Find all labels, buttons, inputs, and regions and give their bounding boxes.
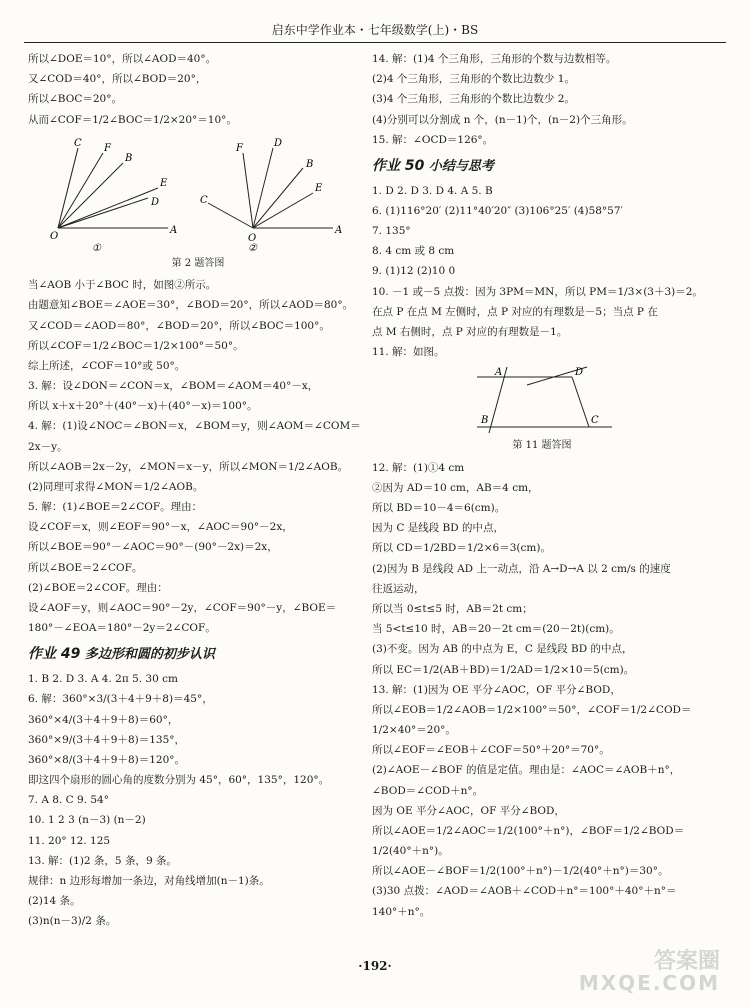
text-line: 设∠AOF＝y，则∠AOC＝90°－2y，∠COF＝90°－y，∠BOE＝ xyxy=(28,601,337,614)
text-line: 6. 解：360°×3/(3＋4＋9＋8)＝45°， xyxy=(28,693,213,706)
text-line: (3)4 个三角形，三角形的个数比边数少 2。 xyxy=(372,93,575,106)
section-heading-50 xyxy=(372,157,712,176)
text-line: 由题意知∠BOE＝∠AOE＝30°，∠BOD＝20°，所以∠AOD＝80°。 xyxy=(28,299,354,312)
text-line: (3)30 点拨：∠AOD＝∠AOB＋∠COD＋n°＝100°＋40°＋n°＝ xyxy=(372,885,677,898)
text-line: 180°－∠EOA＝180°－2y＝2∠COF。 xyxy=(28,622,216,635)
page-number: ·192· xyxy=(358,959,392,973)
right-column xyxy=(372,52,712,925)
svg-text:A: A xyxy=(335,224,343,236)
text-line: 所以∠COF＝1/2∠BOC＝1/2×100°＝50°。 xyxy=(28,339,244,352)
text-line: 15. 解：∠OCD＝126°。 xyxy=(372,133,494,146)
svg-text:D: D xyxy=(575,367,584,379)
svg-text:B: B xyxy=(125,152,133,164)
text-line: ②因为 AD＝10 cm，AB＝4 cm， xyxy=(372,481,539,494)
text-line: 所以当 0≤t≤5 时，AB＝2t cm； xyxy=(372,603,533,615)
svg-text:E: E xyxy=(315,182,323,194)
text-line: 14. 解：(1)4 个三角形，三角形的个数与边数相等。 xyxy=(372,53,617,65)
text-line: 8. 4 cm 或 8 cm xyxy=(372,245,455,258)
text-line: 即这四个扇形的圆心角的度数分别为 45°，60°，135°，120°。 xyxy=(28,774,330,787)
figure-2-label-1: ① xyxy=(92,242,101,253)
text-line: 360°×8/(3＋4＋9＋8)＝120°。 xyxy=(28,753,186,766)
svg-text:C: C xyxy=(591,415,599,427)
text-line: 11. 解：如图。 xyxy=(372,346,445,359)
text-line: 所以∠BOE＝2∠COF。 xyxy=(28,561,143,574)
svg-text:O: O xyxy=(248,232,257,244)
text-line: 13. 解：(1)2 条，5 条，9 条。 xyxy=(28,854,177,867)
text-line: 5. 解：(1)∠BOE＝2∠COF。理由： xyxy=(28,501,203,514)
watermark-line-1: 答案圈 xyxy=(653,949,720,974)
section-49-number: 作业 49 xyxy=(28,646,81,663)
svg-text:C: C xyxy=(200,194,208,206)
text-line: 2x－y。 xyxy=(28,440,68,453)
text-line: (2)同理可求得∠MON＝1/2∠AOB。 xyxy=(28,480,204,493)
text-line: 又∠COD＝∠AOD＝80°，∠BOD＝20°，所以∠BOC＝100°。 xyxy=(28,319,330,332)
svg-text:B: B xyxy=(306,158,314,170)
watermark-logo xyxy=(579,950,720,994)
text-line: 往返运动， xyxy=(372,582,425,595)
text-line: 10. 1 2 3 (n－3) (n－2) xyxy=(28,814,146,827)
left-block-a xyxy=(28,52,368,127)
section-50-number: 作业 50 xyxy=(372,157,425,174)
text-line: 所以 BD＝10－4＝6(cm)。 xyxy=(372,502,506,515)
svg-text:O: O xyxy=(50,230,59,242)
text-line: 所以∠EOB＝1/2∠AOB＝1/2×100°＝50°，∠COF＝1/2∠COD＝ xyxy=(372,703,692,716)
right-block-b xyxy=(372,184,712,360)
page-header: 启东中学作业本・七年级数学(上)・BS xyxy=(271,23,479,37)
figure-2-caption: 第 2 题答图 xyxy=(171,257,225,269)
text-line: 因为 OE 平分∠AOC，OF 平分∠BOD， xyxy=(372,804,565,817)
watermark-line-2: MXQE.COM xyxy=(578,971,720,996)
text-line: 当 5<t≤10 时，AB＝20－2t cm＝(20－2t)(cm)。 xyxy=(372,623,620,636)
text-line: 所以∠EOF＝∠EOB＋∠COF＝50°＋20°＝70°。 xyxy=(372,744,610,757)
text-line: (2)4 个三角形，三角形的个数比边数少 1。 xyxy=(372,73,575,86)
svg-text:C: C xyxy=(74,137,82,149)
text-line: 当∠AOB 小于∠BOC 时，如图②所示。 xyxy=(28,279,217,292)
text-line: 6. (1)116°20′ (2)11°40′20″ (3)106°25′ (4)58°57′ xyxy=(372,204,623,217)
text-line: 所以 x＋x＋20°＋(40°－x)＋(40°－x)＝100°。 xyxy=(28,400,258,413)
text-line: (2)因为 B 是线段 AD 上一动点，沿 A→D→A 以 2 cm/s 的速度 xyxy=(372,562,671,575)
text-line: ∠BOD＝∠COD＋n°。 xyxy=(372,784,484,797)
text-line: 从而∠COF＝1/2∠BOC＝1/2×20°＝10°。 xyxy=(28,113,237,126)
left-block-c xyxy=(28,672,368,928)
svg-text:D: D xyxy=(151,196,160,208)
text-line: 140°＋n°。 xyxy=(372,905,431,918)
text-line: 360°×4/(3＋4＋9＋8)＝60°， xyxy=(28,713,179,726)
text-line: 综上所述，∠COF＝10°或 50°。 xyxy=(28,359,186,372)
text-line: (3)n(n－3)/2 条。 xyxy=(28,915,117,928)
text-line: 4. 解：(1)设∠NOC＝∠BON＝x，∠BOM＝y，则∠AOM＝∠COM＝ xyxy=(28,420,361,433)
left-block-b xyxy=(28,278,368,635)
text-line: 1. D 2. D 3. D 4. A 5. B xyxy=(372,184,493,197)
svg-text:A: A xyxy=(495,367,503,379)
text-line: 所以∠BOC＝20°。 xyxy=(28,93,122,106)
text-line: (2)14 条。 xyxy=(28,895,81,908)
text-line: 360°×9/(3＋4＋9＋8)＝135°， xyxy=(28,733,186,746)
text-line: (4)分别可以分割成 n 个，(n－1)个，(n－2)个三角形。 xyxy=(372,113,633,126)
svg-text:F: F xyxy=(104,142,111,154)
text-line: 所以∠BOE＝90°－∠AOC＝90°－(90°－2x)＝2x， xyxy=(28,541,278,554)
text-line: 1/2(40°＋n°)。 xyxy=(372,845,449,858)
figure-11-diagram xyxy=(467,365,617,435)
text-line: 9. (1)12 (2)10 0 xyxy=(372,265,456,278)
text-line: 因为 C 是线段 BD 的中点， xyxy=(372,522,505,535)
text-line: 所以 CD＝1/2BD＝1/2×6＝3(cm)。 xyxy=(372,542,551,555)
figure-2-part-1 xyxy=(58,148,168,228)
text-line: 设∠COF＝x，则∠EOF＝90°－x，∠AOC＝90°－2x， xyxy=(28,521,293,534)
svg-text:E: E xyxy=(160,177,168,189)
text-line: 在点 P 在点 M 左侧时，点 P 对应的有理数是－5；当点 P 在 xyxy=(372,305,658,318)
section-49-title: 多边形和圆的初步认识 xyxy=(84,647,215,663)
text-line: 又∠COD＝40°，所以∠BOD＝20°， xyxy=(28,73,207,86)
svg-text:F: F xyxy=(236,142,243,154)
text-line: 所以∠DOE＝10°，所以∠AOD＝40°。 xyxy=(28,53,217,65)
text-line: 所以∠AOB＝2x－2y，∠MON＝x－y，所以∠MON＝1/2∠AOB。 xyxy=(28,460,349,473)
header-rule xyxy=(24,42,726,43)
text-line: 规律：n 边形每增加一条边，对角线增加(n－1)条。 xyxy=(28,874,270,887)
text-line: 所以∠AOE－∠BOF＝1/2(100°＋n°)－1/2(40°＋n°)＝30°。 xyxy=(372,865,669,878)
svg-text:A: A xyxy=(170,224,178,236)
figure-11-caption: 第 11 题答图 xyxy=(512,440,572,452)
svg-text:B: B xyxy=(481,415,489,427)
text-line: 11. 20° 12. 125 xyxy=(28,834,111,847)
text-line: 3. 解：设∠DON＝∠CON＝x，∠BOM＝∠AOM＝40°－x， xyxy=(28,380,319,393)
figure-2-label-2: ② xyxy=(248,242,257,253)
text-line: 1. B 2. D 3. A 4. 2π 5. 30 cm xyxy=(28,673,178,686)
figure-2-diagram xyxy=(48,133,348,253)
text-line: 7. A 8. C 9. 54° xyxy=(28,794,109,807)
section-heading-49 xyxy=(28,645,368,664)
text-line: 10. －1 或－5 点拨：因为 3PM＝MN，所以 PM＝1/3×(3＋3)＝2。 xyxy=(372,285,703,298)
left-column xyxy=(28,52,368,934)
text-line: 所以∠AOE＝1/2∠AOC＝1/2(100°＋n°)，∠BOF＝1/2∠BOD＝ xyxy=(372,824,685,837)
text-line: 12. 解：(1)①4 cm xyxy=(372,461,465,474)
text-line: 13. 解：(1)因为 OE 平分∠AOC，OF 平分∠BOD， xyxy=(372,683,621,696)
text-line: (3)不变。因为 AB 的中点为 E，C 是线段 BD 的中点， xyxy=(372,643,633,656)
text-line: 7. 135° xyxy=(372,225,411,238)
right-block-a xyxy=(372,52,712,147)
text-line: 1/2×40°＝20°。 xyxy=(372,724,456,737)
text-line: 所以 EC＝1/2(AB＋BD)＝1/2AD＝1/2×10＝5(cm)。 xyxy=(372,663,635,676)
text-line: (2)∠AOE－∠BOF 的值是定值。理由是：∠AOC＝∠AOB＋n°， xyxy=(372,764,681,777)
text-line: 点 M 右侧时，点 P 对应的有理数是－1。 xyxy=(372,325,568,338)
section-50-title: 小结与思考 xyxy=(428,158,494,174)
svg-text:D: D xyxy=(274,137,283,149)
text-line: (2)∠BOE＝2∠COF。理由： xyxy=(28,581,168,594)
right-block-c xyxy=(372,461,712,919)
